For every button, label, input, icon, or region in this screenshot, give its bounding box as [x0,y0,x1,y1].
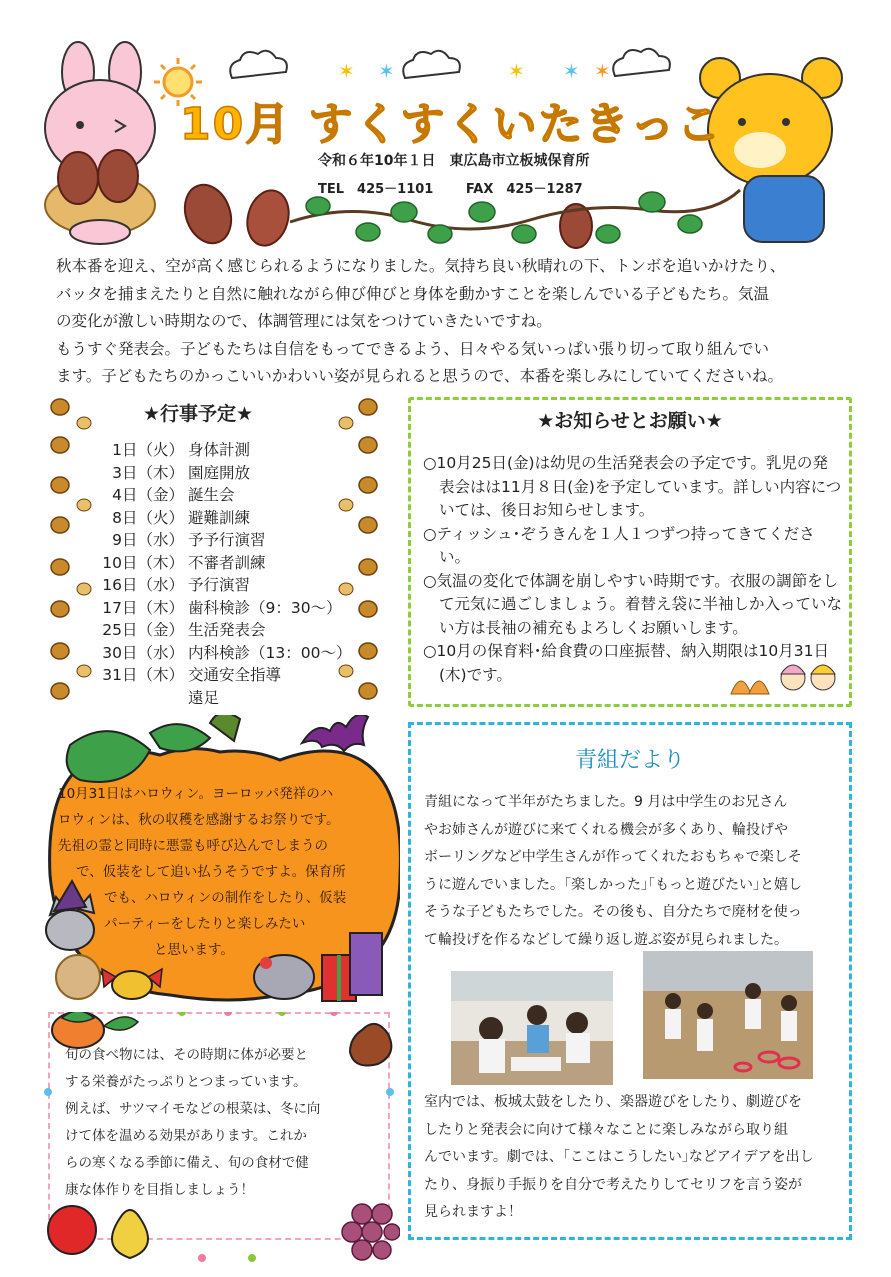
class-news-line: たり、身振り手振りを自分で考えたりしてセリフを言う姿が [424,1176,802,1193]
event-name: 誕生会 [188,486,235,504]
apple-icon [48,1206,96,1254]
class-news-line: うに遊んでいました。｢楽しかった｣｢もっと遊びたい｣と嬉し [424,876,802,893]
bunny-illustration [45,42,155,244]
pear-icon [112,1210,148,1258]
class-news-line: やお姉さんが遊びに来てくれる機会が多くあり、輪投げや [424,821,788,838]
halloween-line: で、仮装をして追い払うそうですよ。保育所 [76,864,346,880]
classroom-photo-graphic [451,971,613,1085]
notice-item: ○10月の保育料･給食費の口座振替、納入期限は10月31日(木)です。 [423,642,829,684]
event-item [98,529,351,552]
class-news-line: 見られますよ！ [424,1204,522,1220]
notice-item: ○ティッシュ･ぞうきんを１人１つずつ持ってきてください。 [423,524,815,566]
event-name: 園庭開放 [188,463,251,482]
grape-icon [342,1204,400,1260]
events-section [38,395,393,715]
event-name: 不審者訓練 [188,553,266,572]
leaf-icon [306,192,702,243]
ring-toss-photo-graphic [643,951,813,1079]
halloween-line: 先祖の霊と同時に悪霊も呼び込んでしまうの [58,838,328,854]
children-illustration [725,654,845,702]
intro-line: ます。子どもたちのかっこいいかわいい姿が見られると思うので、本番を楽しみにしていてくださいね。 [56,367,783,385]
event-item [98,462,351,485]
tel-number: TEL 425－1101 [318,182,434,197]
intro-line: バッタを捕まえたりと自然に触れながら伸び伸びと身体を動かすことを楽しんでいる子どもたち。気温 [56,284,770,303]
event-name: 交通安全指導 [188,666,282,684]
event-item [98,484,351,507]
event-date: 1日（火） [112,441,184,459]
event-item [98,574,351,597]
event-name: 内科検診（13：00～） [188,643,352,662]
event-date: 31日（木） [102,666,184,684]
event-item [98,687,351,710]
event-date: 8日（火） [112,508,184,527]
event-name: 避難訓練 [188,508,251,527]
event-item [98,507,351,530]
event-date: 3日（木） [112,463,184,482]
event-date: 10日（木） [102,553,184,572]
intro-line: 秋本番を迎え、空が高く感じられるようになりました。気持ち良い秋晴れの下、トンボを追いかけたり、 [56,257,786,275]
halloween-section [40,715,400,1010]
fax-number: FAX 425－1287 [465,182,583,197]
svg-text:✶: ✶ [563,59,580,83]
class-news-text-2 [424,1089,844,1227]
svg-text:✶: ✶ [594,59,611,83]
event-item [98,597,351,620]
events-list [98,439,351,709]
food-text [65,1042,320,1204]
intro-line: の変化が激しい時期なので、体調管理には気をつけていきたいですね。 [56,312,552,330]
event-name: 予行演習 [188,576,251,594]
class-news-line: て輪投げを作るなどして繰り返し遊ぶ姿が見られました。 [424,931,788,948]
halloween-line: 10月31日はハロウィン。ヨーロッパ発祥のハ [58,786,334,802]
event-item [98,642,351,665]
class-news-line: 室内では、板城太鼓をしたり、楽器遊びをしたり、劇遊びを [424,1094,802,1110]
event-date: 17日（木） [102,598,184,617]
notice-item: ○気温の変化で体調を崩しやすい時期です。衣服の調節をして元気に過ごしましょう。着替え袋に半袖しか入っていない方は長袖の補充もよろしくお願いします。 [423,571,843,637]
event-name: 生活発表会 [188,621,266,639]
food-line: 旬の食べ物には、その時期に体が必要と [65,1047,308,1063]
date-and-school: 令和６年10年１日 東広島市立板城保育所 [318,153,590,169]
food-line: 康な体作りを目指しましょう！ [65,1182,254,1198]
notices-section [408,397,852,707]
food-line: する栄養がたっぷりとつまっています。 [65,1074,307,1090]
page-title: 10月 すくすくいたきっこ [180,99,723,150]
class-news-text-1 [424,789,844,954]
event-item [98,619,351,642]
bat-icon [302,715,368,751]
food-line: らの寒くなる季節に備え、旬の食材で健 [65,1155,309,1171]
event-date: 9日（水） [112,531,184,549]
class-news-line: 青組になって半年がたちました。9 月は中学生のお兄さん [424,794,788,810]
food-line: 例えば、サツマイモなどの根菜は、冬に向 [65,1101,321,1117]
svg-text:✶: ✶ [378,59,395,83]
event-name: 身体計測 [188,441,251,459]
chestnut-icon [350,1024,391,1066]
contact-info [318,178,583,197]
class-news-line: そうな子どもたちでした。その後も、自分たちで廃材を使っ [424,904,802,920]
event-date: 25日（金） [102,621,184,639]
event-item [98,439,351,462]
event-name: 歯科検診（9：30～） [188,598,342,617]
intro-line: もうすぐ発表会。子どもたちは自信をもってできるよう、日々やる気いっぱい張り切って取り組んでい [56,339,770,358]
notices-title: ★お知らせとお願い★ [537,410,723,432]
event-item [98,552,351,575]
classroom-photo [451,971,613,1085]
event-date: 30日（水） [102,643,184,662]
class-news-line: したりと発表会に向けて様々なことに楽しみながら取り組 [424,1121,788,1138]
events-title: ★行事予定★ [143,403,254,425]
halloween-line: でも、ハロウィンの制作をしたり、仮装 [104,890,347,906]
halloween-text [58,781,378,963]
class-news-line: んでいます。劇では、｢ここはこうしたい｣などアイデアを出し [424,1149,814,1165]
halloween-line: と思います。 [154,942,234,958]
notices-body [423,452,843,687]
halloween-line: パーティーをしたりと楽しみたい [104,916,306,932]
sparkle-icon [338,59,611,83]
ring-toss-photo [643,951,813,1079]
class-news-line: ボーリングなど中学生さんが作ってくれたおもちゃで楽しそ [424,849,802,865]
event-name: 予予行演習 [188,531,266,549]
food-line: けて体を温める効果があります。これか [65,1128,307,1144]
svg-text:✶: ✶ [338,59,355,83]
event-name: 遠足 [188,688,220,707]
header [0,0,891,255]
class-news-title: 青組だより [574,748,685,773]
intro-text [56,253,846,391]
notice-item: ○10月25日(金)は幼児の生活発表会の予定です。乳児の発表会はは11月８日(金)を予定しています。詳しい内容については、後日お知らせします。 [423,454,842,519]
event-item [98,664,351,687]
event-date: 16日（水） [102,576,184,594]
class-news-section [408,722,852,1240]
halloween-line: ロウィンは、秋の収穫を感謝するお祭りです。 [58,812,340,828]
event-date: 4日（金） [112,486,184,504]
svg-text:✶: ✶ [508,59,525,83]
